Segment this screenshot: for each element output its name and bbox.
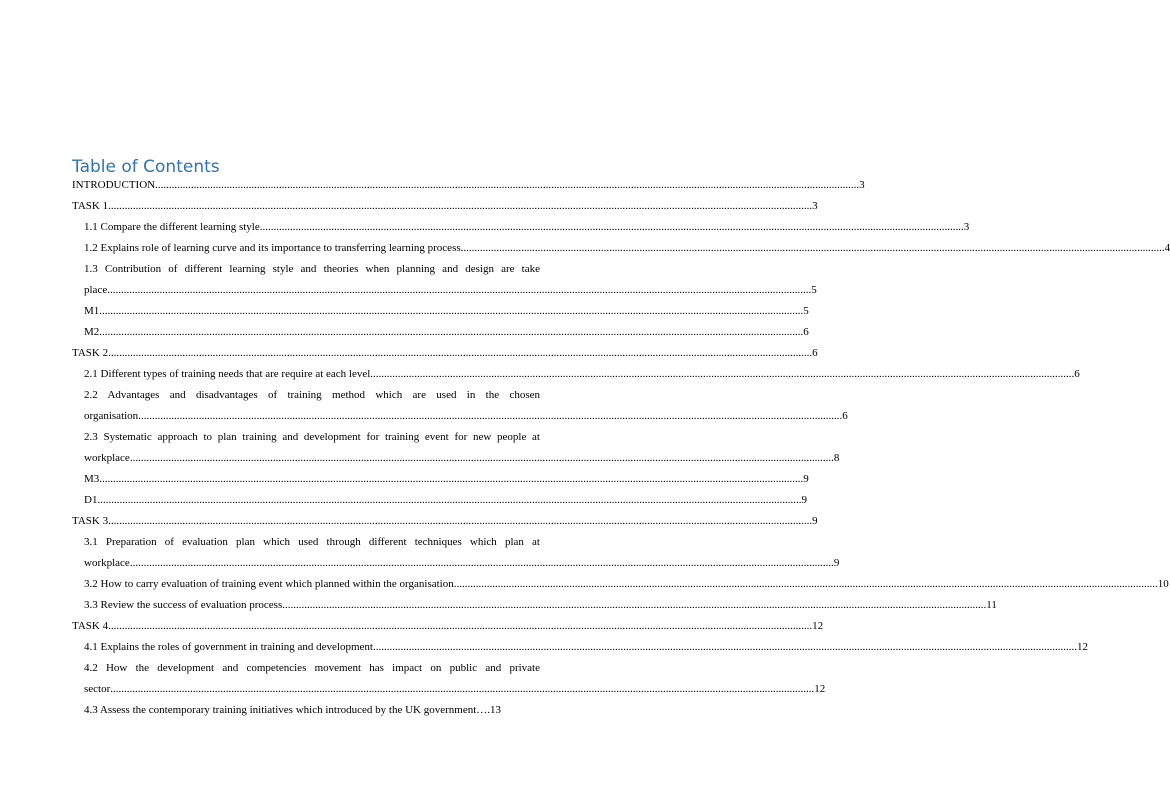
dot-leader <box>99 469 803 490</box>
toc-entry-text: M2 <box>84 326 100 338</box>
toc-entry-4-2[interactable] <box>72 658 826 700</box>
toc-page-number: 3 <box>812 200 818 212</box>
toc-entry-text-line-2: workplace <box>84 452 130 464</box>
toc-entry-text: 3.2 How to carry evaluation of training event which planned within the organisation <box>84 578 454 590</box>
toc-page-number: 9 <box>812 515 818 527</box>
toc-page-number: 3 <box>859 179 865 191</box>
toc-page-number: 9 <box>803 473 809 485</box>
toc-entry-text: INTRODUCTION <box>72 179 156 191</box>
toc-entry-text: 4.1 Explains the roles of government in training and development <box>84 641 373 653</box>
toc-page-number: 11 <box>986 599 997 611</box>
dot-leader <box>108 511 812 532</box>
dot-leader <box>370 364 1074 385</box>
toc-entry-text-line-1: 2.2 Advantages and disadvantages of training method which are used in the chosen <box>84 389 540 401</box>
toc-page-number: 6 <box>803 326 809 338</box>
toc-page-number: 12 <box>1077 641 1088 653</box>
toc-entry-1-2[interactable] <box>72 238 1170 259</box>
dot-leader <box>155 175 859 196</box>
dot-leader <box>282 595 986 616</box>
dot-leader <box>108 616 812 637</box>
toc-entry-4-1[interactable] <box>72 637 1088 658</box>
toc-entry-d1[interactable] <box>72 490 807 511</box>
toc-entry-text-line-2: organisation <box>84 410 139 422</box>
toc-page-number: 6 <box>812 347 818 359</box>
table-of-contents <box>72 175 1170 721</box>
toc-entry-text: 1.2 Explains role of learning curve and its importance to transferring learning process <box>84 242 461 254</box>
toc-entry-text: TASK 3 <box>72 515 109 527</box>
toc-entry-task-3[interactable] <box>72 511 818 532</box>
toc-entry-m2[interactable] <box>72 322 809 343</box>
toc-entry-m1[interactable] <box>72 301 809 322</box>
dot-leader <box>108 196 812 217</box>
toc-title: Table of Contents <box>72 157 220 177</box>
toc-page-number: 6 <box>842 410 848 422</box>
toc-entry-text: TASK 1 <box>72 200 109 212</box>
toc-entry-task-4[interactable] <box>72 616 824 637</box>
toc-entry-introduction[interactable] <box>72 175 865 196</box>
dot-leader <box>461 238 1165 259</box>
toc-entry-2-2[interactable] <box>72 385 848 427</box>
dot-leader <box>130 553 834 574</box>
toc-entry-2-1[interactable] <box>72 364 1080 385</box>
dot-leader <box>130 448 834 469</box>
dot-leader <box>373 637 1077 658</box>
toc-entry-3-1[interactable] <box>72 532 840 574</box>
toc-page-number: 13 <box>490 704 502 716</box>
toc-entry-text: 1.1 Compare the different learning style <box>84 221 260 233</box>
toc-page-number: 9 <box>801 494 807 506</box>
toc-entry-text: TASK 2 <box>72 347 109 359</box>
toc-entry-text: 3.3 Review the success of evaluation process <box>84 599 283 611</box>
toc-entry-task-1[interactable] <box>72 196 818 217</box>
toc-entry-text: 4.3 Assess the contemporary training initiatives which introduced by the UK government…. <box>84 704 491 716</box>
dot-leader <box>99 322 803 343</box>
toc-entry-text-line-2: workplace <box>84 557 130 569</box>
toc-entry-task-2[interactable] <box>72 343 818 364</box>
toc-entry-text: TASK 4 <box>72 620 109 632</box>
toc-page-number: 3 <box>963 221 970 233</box>
toc-page-number: 12 <box>814 683 826 695</box>
toc-entry-text-line-1: 3.1 Preparation of evaluation plan which used through different techniques which plan at <box>84 536 540 548</box>
dot-leader <box>260 217 964 238</box>
dot-leader <box>97 490 801 511</box>
toc-page-number: 10 <box>1157 578 1169 590</box>
toc-entry-3-3[interactable] <box>72 595 997 616</box>
toc-entry-text-line-2: place <box>84 284 108 296</box>
toc-page-number: 6 <box>1074 368 1080 380</box>
toc-entry-text: M3 <box>84 473 100 485</box>
toc-entry-1-1[interactable] <box>72 217 970 238</box>
toc-entry-text-line-1: 4.2 How the development and competencies movement has impact on public and private <box>84 662 540 674</box>
toc-page-number: 4 <box>1164 242 1170 254</box>
toc-entry-text: 2.1 Different types of training needs that are require at each level <box>84 368 371 380</box>
dot-leader <box>110 679 814 700</box>
toc-entry-text: M1 <box>84 305 100 317</box>
toc-entry-m3[interactable] <box>72 469 809 490</box>
toc-page-number: 8 <box>833 452 840 464</box>
toc-entry-3-2[interactable] <box>72 574 1169 595</box>
toc-page-number: 5 <box>803 305 809 317</box>
toc-entry-2-3[interactable] <box>72 427 840 469</box>
toc-entry-4-3[interactable] <box>72 700 540 721</box>
dot-leader <box>107 280 811 301</box>
toc-entry-text-line-1: 1.3 Contribution of different learning style and theories when planning and design are take <box>84 263 540 275</box>
dot-leader <box>108 343 812 364</box>
toc-entry-text-line-2: sector <box>84 683 111 695</box>
dot-leader <box>99 301 803 322</box>
toc-page-number: 12 <box>812 620 824 632</box>
toc-entry-text: D1 <box>84 494 98 506</box>
dot-leader <box>454 574 1158 595</box>
toc-page-number: 5 <box>811 284 817 296</box>
toc-entry-1-3[interactable] <box>72 259 817 301</box>
dot-leader <box>138 406 842 427</box>
toc-page-number: 9 <box>833 557 840 569</box>
toc-entry-text-line-1: 2.3 Systematic approach to plan training and development for training event for new people at <box>84 431 540 443</box>
